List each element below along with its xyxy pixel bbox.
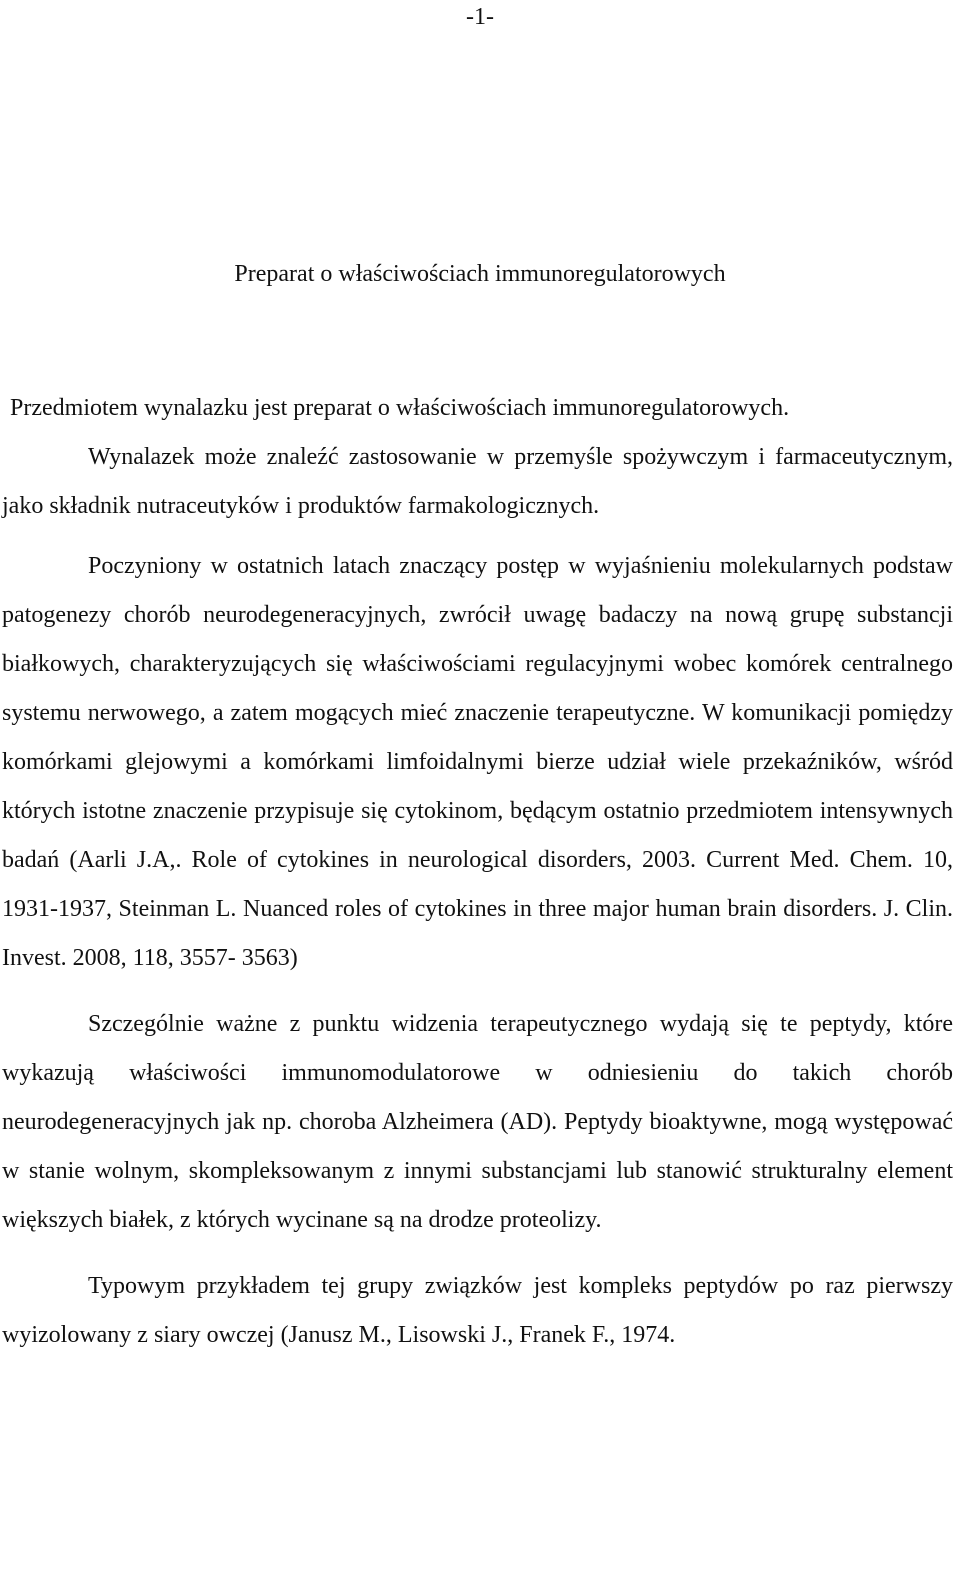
document-title: Preparat o właściwościach immunoregulatorowych	[234, 261, 726, 287]
paragraph-peptides: Szczególnie ważne z punktu widzenia terapeutycznego wydają się te peptydy, które wykazują właściwości immunomodulatorowe w odniesieniu do takich chorób neurodegeneracyjnych jak np. choroba Alzheimera (AD). Peptydy bioaktywne, mogą występować w stanie wolnym, skompleksowanym z innymi substancjami lub stanowić strukturalny element większych białek, z których wycinane są na drodze proteolizy.	[2, 1011, 953, 1233]
page-number: -1-	[466, 4, 494, 30]
paragraph-application: Wynalazek może znaleźć zastosowanie w przemyśle spożywczym i farmaceutycznym, jako składnik nutraceutyków i produktów farmakologicznych.	[2, 444, 953, 519]
paragraph-example: Typowym przykładem tej grupy związków jest kompleks peptydów po raz pierwszy wyizolowany z siary owczej (Janusz M., Lisowski J., Franek F., 1974.	[2, 1273, 953, 1348]
document-body	[2, 384, 953, 1360]
paragraph-background: Poczyniony w ostatnich latach znaczący postęp w wyjaśnieniu molekularnych podstaw patogenezy chorób neurodegeneracyjnych, zwrócił uwagę badaczy na nową grupę substancji białkowych, charakteryzujących się właściwościami regulacyjnymi wobec komórek centralnego systemu nerwowego, a zatem mogących mieć znaczenie terapeutyczne. W komunikacji pomiędzy komórkami glejowymi a komórkami limfoidalnymi bierze udział wiele przekaźników, wśród których istotne znaczenie przypisuje się cytokinom, będącym ostatnio przedmiotem intensywnych badań (Aarli J.A,. Role of cytokines in neurological disorders, 2003. Current Med. Chem. 10, 1931-1937, Steinman L. Nuanced roles of cytokines in three major human brain disorders. J. Clin. Invest. 2008, 118, 3557- 3563)	[2, 553, 953, 971]
paragraph-subject: Przedmiotem wynalazku jest preparat o właściwościach immunoregulatorowych.	[10, 395, 790, 421]
